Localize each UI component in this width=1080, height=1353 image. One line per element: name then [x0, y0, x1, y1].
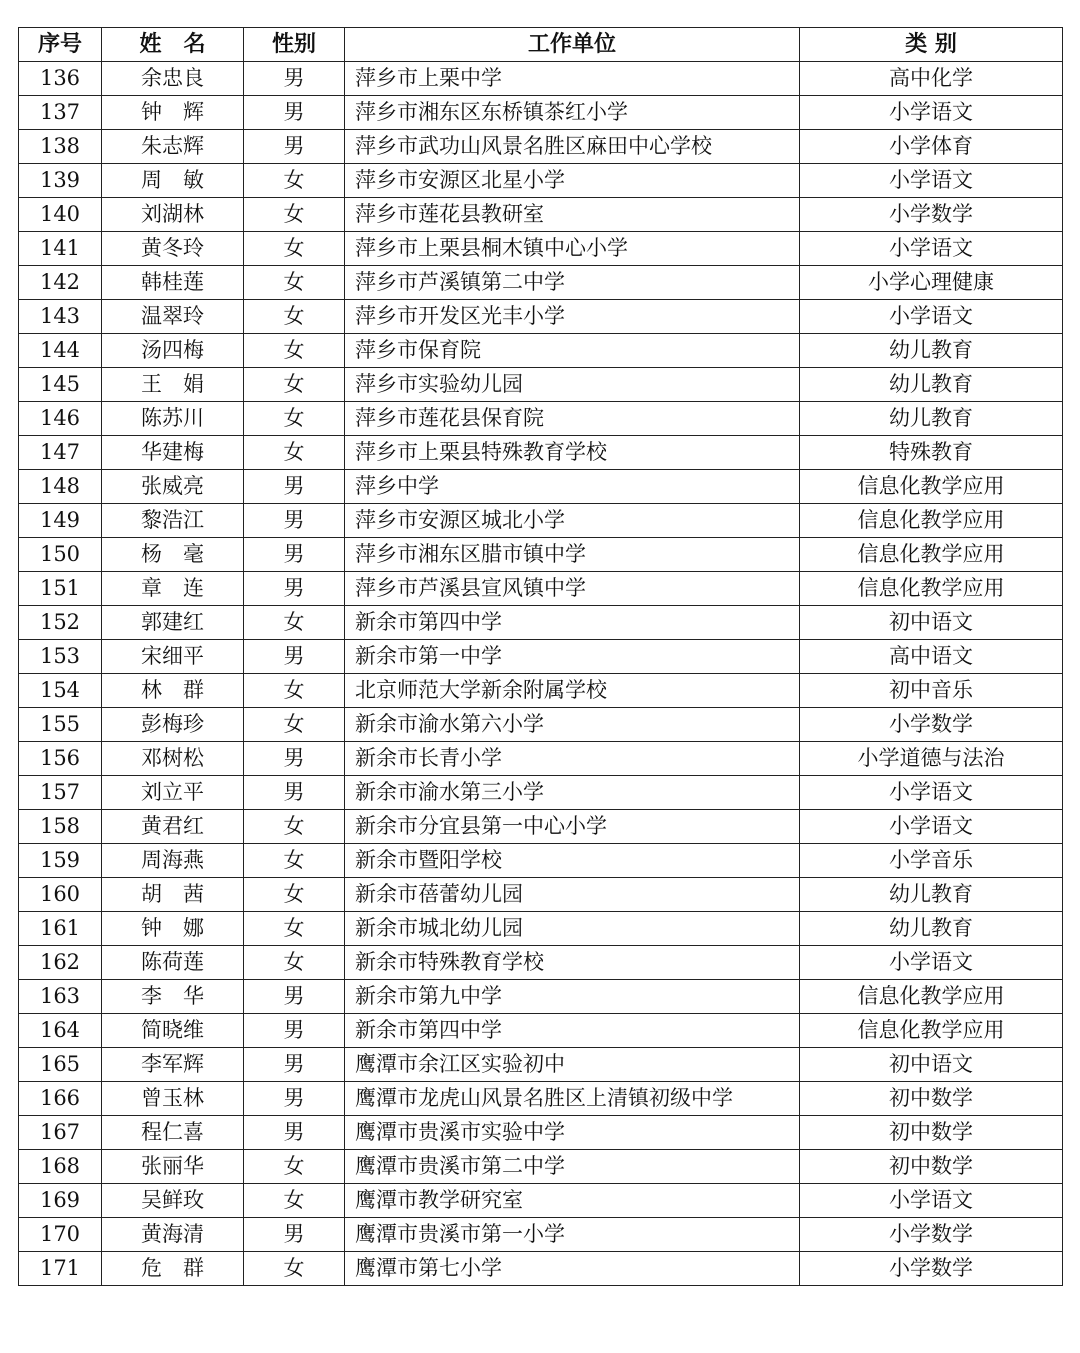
table-row [19, 130, 1063, 164]
table-row [19, 470, 1063, 504]
cell-category: 信息化教学应用 [800, 504, 1063, 538]
cell-name: 简晓维 [102, 1014, 244, 1048]
cell-unit: 鹰潭市贵溪市实验中学 [345, 1116, 800, 1150]
cell-gender: 女 [244, 912, 345, 946]
cell-unit: 新余市渝水第三小学 [345, 776, 800, 810]
cell-name: 胡 茜 [102, 878, 244, 912]
cell-unit: 新余市第四中学 [345, 1014, 800, 1048]
header-name: 姓 名 [102, 28, 244, 62]
cell-no: 148 [19, 470, 102, 504]
cell-name: 韩桂莲 [102, 266, 244, 300]
cell-gender: 男 [244, 538, 345, 572]
table-row [19, 980, 1063, 1014]
cell-no: 162 [19, 946, 102, 980]
cell-name: 王 娟 [102, 368, 244, 402]
table-row [19, 96, 1063, 130]
cell-category: 小学语文 [800, 164, 1063, 198]
cell-gender: 男 [244, 504, 345, 538]
cell-category: 小学语文 [800, 946, 1063, 980]
cell-gender: 女 [244, 232, 345, 266]
cell-gender: 女 [244, 606, 345, 640]
cell-category: 幼儿教育 [800, 334, 1063, 368]
cell-gender: 女 [244, 878, 345, 912]
cell-no: 146 [19, 402, 102, 436]
cell-unit: 鹰潭市贵溪市第一小学 [345, 1218, 800, 1252]
cell-name: 汤四梅 [102, 334, 244, 368]
cell-gender: 男 [244, 742, 345, 776]
cell-no: 160 [19, 878, 102, 912]
cell-gender: 男 [244, 62, 345, 96]
table-row [19, 1048, 1063, 1082]
cell-no: 164 [19, 1014, 102, 1048]
cell-category: 小学音乐 [800, 844, 1063, 878]
cell-no: 158 [19, 810, 102, 844]
cell-category: 小学语文 [800, 1184, 1063, 1218]
cell-category: 初中语文 [800, 1048, 1063, 1082]
cell-category: 初中数学 [800, 1116, 1063, 1150]
cell-gender: 男 [244, 1048, 345, 1082]
table-row [19, 674, 1063, 708]
cell-no: 161 [19, 912, 102, 946]
cell-unit: 萍乡市上栗中学 [345, 62, 800, 96]
cell-name: 章 连 [102, 572, 244, 606]
cell-gender: 男 [244, 640, 345, 674]
table-row [19, 946, 1063, 980]
cell-no: 165 [19, 1048, 102, 1082]
cell-no: 142 [19, 266, 102, 300]
table-row [19, 1252, 1063, 1286]
cell-gender: 女 [244, 300, 345, 334]
cell-category: 高中语文 [800, 640, 1063, 674]
cell-no: 171 [19, 1252, 102, 1286]
cell-name: 周 敏 [102, 164, 244, 198]
cell-unit: 萍乡市保育院 [345, 334, 800, 368]
cell-category: 信息化教学应用 [800, 538, 1063, 572]
cell-category: 小学语文 [800, 300, 1063, 334]
cell-category: 初中语文 [800, 606, 1063, 640]
cell-unit: 萍乡市上栗县特殊教育学校 [345, 436, 800, 470]
table-row [19, 368, 1063, 402]
cell-name: 刘湖林 [102, 198, 244, 232]
cell-name: 钟 娜 [102, 912, 244, 946]
cell-name: 曾玉林 [102, 1082, 244, 1116]
table-row [19, 844, 1063, 878]
cell-gender: 男 [244, 1218, 345, 1252]
cell-category: 初中音乐 [800, 674, 1063, 708]
cell-unit: 鹰潭市贵溪市第二中学 [345, 1150, 800, 1184]
cell-gender: 男 [244, 980, 345, 1014]
cell-no: 170 [19, 1218, 102, 1252]
cell-name: 邓树松 [102, 742, 244, 776]
cell-name: 周海燕 [102, 844, 244, 878]
cell-gender: 女 [244, 266, 345, 300]
cell-gender: 女 [244, 334, 345, 368]
cell-no: 169 [19, 1184, 102, 1218]
cell-name: 钟 辉 [102, 96, 244, 130]
cell-unit: 萍乡市上栗县桐木镇中心小学 [345, 232, 800, 266]
cell-name: 程仁喜 [102, 1116, 244, 1150]
cell-category: 初中数学 [800, 1150, 1063, 1184]
cell-category: 小学语文 [800, 96, 1063, 130]
cell-name: 黄君红 [102, 810, 244, 844]
cell-unit: 北京师范大学新余附属学校 [345, 674, 800, 708]
cell-unit: 鹰潭市第七小学 [345, 1252, 800, 1286]
cell-unit: 新余市渝水第六小学 [345, 708, 800, 742]
cell-name: 吴鲜玫 [102, 1184, 244, 1218]
cell-unit: 萍乡市开发区光丰小学 [345, 300, 800, 334]
cell-name: 李 华 [102, 980, 244, 1014]
cell-name: 杨 毫 [102, 538, 244, 572]
cell-category: 小学数学 [800, 1252, 1063, 1286]
cell-unit: 鹰潭市龙虎山风景名胜区上清镇初级中学 [345, 1082, 800, 1116]
cell-name: 李军辉 [102, 1048, 244, 1082]
cell-gender: 女 [244, 1150, 345, 1184]
header-row [19, 28, 1063, 62]
cell-category: 信息化教学应用 [800, 470, 1063, 504]
cell-unit: 新余市第一中学 [345, 640, 800, 674]
cell-name: 宋细平 [102, 640, 244, 674]
cell-no: 159 [19, 844, 102, 878]
cell-name: 温翠玲 [102, 300, 244, 334]
cell-unit: 萍乡中学 [345, 470, 800, 504]
cell-category: 幼儿教育 [800, 368, 1063, 402]
cell-unit: 新余市长青小学 [345, 742, 800, 776]
cell-no: 163 [19, 980, 102, 1014]
cell-no: 136 [19, 62, 102, 96]
cell-gender: 男 [244, 1082, 345, 1116]
cell-no: 168 [19, 1150, 102, 1184]
cell-no: 152 [19, 606, 102, 640]
table-row [19, 1218, 1063, 1252]
cell-no: 151 [19, 572, 102, 606]
cell-name: 黎浩江 [102, 504, 244, 538]
cell-gender: 女 [244, 946, 345, 980]
table-row [19, 742, 1063, 776]
cell-category: 高中化学 [800, 62, 1063, 96]
cell-gender: 女 [244, 436, 345, 470]
table-row [19, 538, 1063, 572]
cell-name: 黄海清 [102, 1218, 244, 1252]
cell-unit: 萍乡市武功山风景名胜区麻田中心学校 [345, 130, 800, 164]
cell-no: 139 [19, 164, 102, 198]
cell-gender: 女 [244, 198, 345, 232]
cell-name: 华建梅 [102, 436, 244, 470]
cell-gender: 女 [244, 1184, 345, 1218]
cell-category: 小学数学 [800, 198, 1063, 232]
table-row [19, 1150, 1063, 1184]
cell-unit: 新余市分宜县第一中心小学 [345, 810, 800, 844]
cell-no: 138 [19, 130, 102, 164]
table-row [19, 572, 1063, 606]
cell-no: 141 [19, 232, 102, 266]
cell-no: 143 [19, 300, 102, 334]
header-no: 序号 [19, 28, 102, 62]
cell-unit: 新余市城北幼儿园 [345, 912, 800, 946]
table-row [19, 198, 1063, 232]
table-row [19, 878, 1063, 912]
cell-name: 危 群 [102, 1252, 244, 1286]
cell-name: 张威亮 [102, 470, 244, 504]
cell-unit: 萍乡市莲花县教研室 [345, 198, 800, 232]
table-row [19, 1014, 1063, 1048]
cell-gender: 男 [244, 130, 345, 164]
table-row [19, 912, 1063, 946]
cell-unit: 萍乡市湘东区腊市镇中学 [345, 538, 800, 572]
cell-gender: 女 [244, 810, 345, 844]
cell-category: 特殊教育 [800, 436, 1063, 470]
cell-name: 彭梅珍 [102, 708, 244, 742]
cell-category: 信息化教学应用 [800, 572, 1063, 606]
cell-category: 信息化教学应用 [800, 1014, 1063, 1048]
table-row [19, 1184, 1063, 1218]
cell-unit: 新余市特殊教育学校 [345, 946, 800, 980]
cell-category: 初中数学 [800, 1082, 1063, 1116]
cell-category: 幼儿教育 [800, 878, 1063, 912]
cell-name: 林 群 [102, 674, 244, 708]
header-unit: 工作单位 [345, 28, 800, 62]
cell-unit: 新余市暨阳学校 [345, 844, 800, 878]
cell-category: 小学语文 [800, 810, 1063, 844]
cell-name: 张丽华 [102, 1150, 244, 1184]
cell-category: 幼儿教育 [800, 402, 1063, 436]
cell-gender: 女 [244, 1252, 345, 1286]
cell-name: 陈苏川 [102, 402, 244, 436]
cell-unit: 萍乡市湘东区东桥镇茶红小学 [345, 96, 800, 130]
table-row [19, 1116, 1063, 1150]
cell-no: 167 [19, 1116, 102, 1150]
cell-unit: 萍乡市实验幼儿园 [345, 368, 800, 402]
cell-category: 小学语文 [800, 776, 1063, 810]
table-row [19, 810, 1063, 844]
table-header [19, 28, 1063, 62]
table-row [19, 232, 1063, 266]
table-row [19, 402, 1063, 436]
cell-unit: 新余市第四中学 [345, 606, 800, 640]
cell-name: 刘立平 [102, 776, 244, 810]
cell-category: 小学道德与法治 [800, 742, 1063, 776]
table-body [19, 62, 1063, 1286]
cell-name: 陈荷莲 [102, 946, 244, 980]
roster-table [18, 27, 1063, 1286]
cell-gender: 女 [244, 708, 345, 742]
cell-gender: 女 [244, 402, 345, 436]
cell-gender: 女 [244, 674, 345, 708]
cell-gender: 男 [244, 776, 345, 810]
cell-gender: 女 [244, 844, 345, 878]
cell-no: 150 [19, 538, 102, 572]
table-row [19, 266, 1063, 300]
cell-no: 147 [19, 436, 102, 470]
table-row [19, 708, 1063, 742]
table-row [19, 1082, 1063, 1116]
table-row [19, 300, 1063, 334]
cell-unit: 萍乡市安源区北星小学 [345, 164, 800, 198]
cell-no: 157 [19, 776, 102, 810]
cell-unit: 鹰潭市余江区实验初中 [345, 1048, 800, 1082]
table-row [19, 436, 1063, 470]
cell-unit: 新余市第九中学 [345, 980, 800, 1014]
table-row [19, 776, 1063, 810]
cell-no: 149 [19, 504, 102, 538]
cell-no: 140 [19, 198, 102, 232]
cell-unit: 萍乡市芦溪镇第二中学 [345, 266, 800, 300]
cell-category: 小学数学 [800, 1218, 1063, 1252]
table-row [19, 640, 1063, 674]
cell-unit: 萍乡市安源区城北小学 [345, 504, 800, 538]
cell-no: 156 [19, 742, 102, 776]
header-gender: 性别 [244, 28, 345, 62]
cell-category: 小学心理健康 [800, 266, 1063, 300]
cell-no: 154 [19, 674, 102, 708]
cell-no: 137 [19, 96, 102, 130]
cell-no: 155 [19, 708, 102, 742]
cell-gender: 男 [244, 470, 345, 504]
cell-category: 信息化教学应用 [800, 980, 1063, 1014]
cell-category: 小学体育 [800, 130, 1063, 164]
cell-gender: 男 [244, 572, 345, 606]
cell-name: 郭建红 [102, 606, 244, 640]
cell-no: 166 [19, 1082, 102, 1116]
cell-no: 144 [19, 334, 102, 368]
cell-gender: 男 [244, 1014, 345, 1048]
cell-name: 黄冬玲 [102, 232, 244, 266]
cell-gender: 女 [244, 368, 345, 402]
cell-unit: 萍乡市芦溪县宣风镇中学 [345, 572, 800, 606]
cell-gender: 男 [244, 1116, 345, 1150]
table-row [19, 606, 1063, 640]
cell-gender: 男 [244, 96, 345, 130]
cell-name: 朱志辉 [102, 130, 244, 164]
cell-unit: 萍乡市莲花县保育院 [345, 402, 800, 436]
cell-category: 小学数学 [800, 708, 1063, 742]
cell-category: 幼儿教育 [800, 912, 1063, 946]
cell-no: 145 [19, 368, 102, 402]
cell-category: 小学语文 [800, 232, 1063, 266]
cell-unit: 新余市蓓蕾幼儿园 [345, 878, 800, 912]
table-row [19, 504, 1063, 538]
cell-name: 余忠良 [102, 62, 244, 96]
header-category: 类 别 [800, 28, 1063, 62]
cell-no: 153 [19, 640, 102, 674]
table-row [19, 62, 1063, 96]
table-row [19, 164, 1063, 198]
cell-unit: 鹰潭市教学研究室 [345, 1184, 800, 1218]
table-row [19, 334, 1063, 368]
cell-gender: 女 [244, 164, 345, 198]
